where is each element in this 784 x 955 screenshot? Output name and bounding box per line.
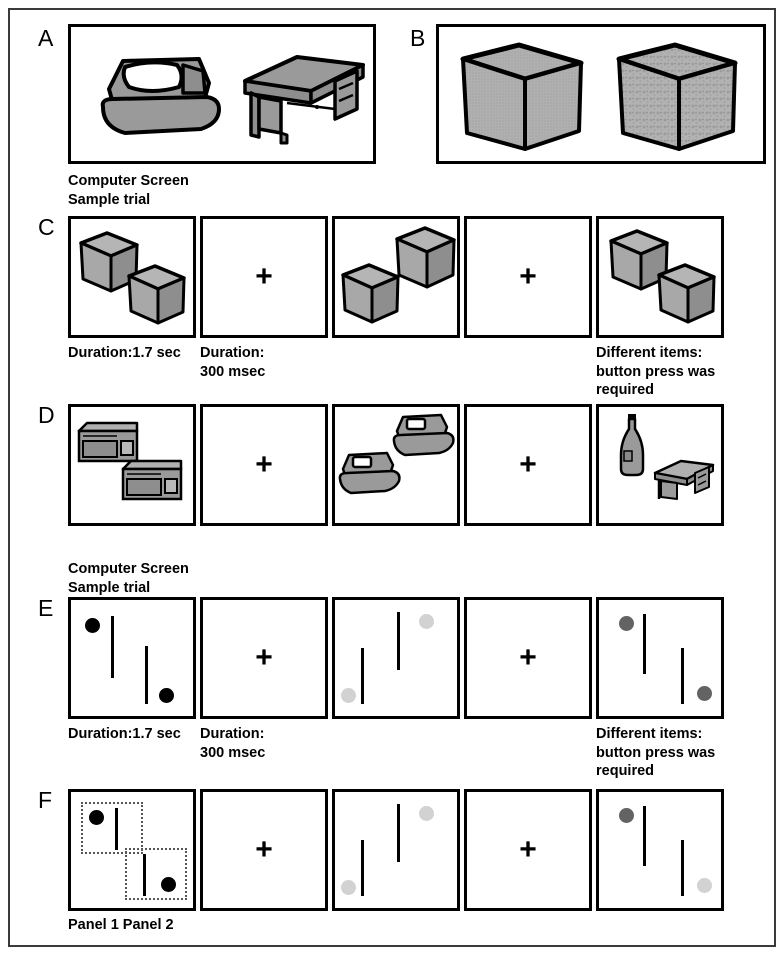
panel-e-header: Computer Screen Sample trial <box>68 561 189 596</box>
panel-f-frame-3 <box>332 789 460 911</box>
panel-d-frame-1 <box>68 404 196 526</box>
panel-c-frame-4 <box>464 216 592 338</box>
cube-fine-texture <box>463 45 581 149</box>
fixation-cross: + <box>519 833 537 866</box>
dot-stimulus <box>697 686 712 701</box>
panel-letter-d: D <box>38 402 55 428</box>
panel-c-different-items: Different items: button press was required <box>596 345 716 399</box>
line-stimulus <box>111 616 114 678</box>
dot-stimulus <box>419 806 434 821</box>
fixation-cross: + <box>255 833 273 866</box>
panel-letter-e: E <box>38 595 54 621</box>
line-stimulus <box>681 840 684 896</box>
cube-stimulus <box>129 266 184 323</box>
cube-stimulus <box>343 265 398 322</box>
line-stimulus <box>145 646 148 704</box>
panel-b-screen <box>436 24 766 164</box>
line-stimulus <box>143 854 146 896</box>
panel-e-frame-1 <box>68 597 196 719</box>
panel-letter-c: C <box>38 214 55 240</box>
cube-stimulus <box>397 228 454 287</box>
sofa-object <box>340 453 400 493</box>
panel-c-frame-3 <box>332 216 460 338</box>
panel-f-frame-5 <box>596 789 724 911</box>
panel-c-frame-5 <box>596 216 724 338</box>
panel-c-frame-1 <box>68 216 196 338</box>
fixation-cross: + <box>255 260 273 293</box>
panel-a-caption: Computer Screen Sample trial <box>68 173 189 208</box>
dot-stimulus <box>85 618 100 633</box>
dot-stimulus <box>619 808 634 823</box>
panel-f-frame-4 <box>464 789 592 911</box>
panel-c-duration-long: Duration:1.7 sec <box>68 345 181 361</box>
line-stimulus <box>397 612 400 670</box>
panel-e-frame-4 <box>464 597 592 719</box>
panel-c-frame-2 <box>200 216 328 338</box>
panel-1-outline <box>81 802 143 854</box>
bottle-object <box>621 414 643 475</box>
line-stimulus <box>643 806 646 866</box>
cube-rough-texture <box>619 45 735 149</box>
panel-d-frame-5 <box>596 404 724 526</box>
panel-letter-f: F <box>38 787 53 813</box>
fixation-cross: + <box>519 641 537 674</box>
panel-e-frame-5 <box>596 597 724 719</box>
desk-object <box>655 461 713 499</box>
line-stimulus <box>361 840 364 896</box>
fixation-cross: + <box>519 448 537 481</box>
fixation-cross: + <box>255 641 273 674</box>
dot-stimulus <box>89 810 104 825</box>
dot-stimulus <box>341 688 356 703</box>
panel-e-frame-3 <box>332 597 460 719</box>
line-stimulus <box>681 648 684 704</box>
panel-d-frame-3 <box>332 404 460 526</box>
cube-stimulus <box>659 265 714 322</box>
panel-f-frame-2 <box>200 789 328 911</box>
panel-f-frame-1 <box>68 789 196 911</box>
sofa-object <box>91 49 231 149</box>
dot-stimulus <box>697 878 712 893</box>
dot-stimulus <box>161 877 176 892</box>
panel-letter-a: A <box>38 25 54 51</box>
line-stimulus <box>643 614 646 674</box>
panel-d-frame-2 <box>200 404 328 526</box>
desk-object <box>239 51 369 151</box>
dot-stimulus <box>419 614 434 629</box>
panel-d-frame-4 <box>464 404 592 526</box>
panel-e-frame-2 <box>200 597 328 719</box>
dot-stimulus <box>619 616 634 631</box>
panel-letter-b: B <box>410 25 426 51</box>
panel-e-duration-short: Duration: 300 msec <box>200 726 266 761</box>
fixation-cross: + <box>519 260 537 293</box>
panel-a-screen <box>68 24 376 164</box>
panel-e-different-items: Different items: button press was required <box>596 726 716 780</box>
dot-stimulus <box>159 688 174 703</box>
line-stimulus <box>361 648 364 704</box>
microwave-object <box>123 461 181 499</box>
line-stimulus <box>397 804 400 862</box>
panel-f-caption: Panel 1 Panel 2 <box>68 917 174 933</box>
microwave-object <box>79 423 137 461</box>
sofa-object <box>394 415 454 455</box>
panel-c-duration-short: Duration: 300 msec <box>200 345 266 380</box>
dot-stimulus <box>341 880 356 895</box>
panel-e-duration-long: Duration:1.7 sec <box>68 726 181 742</box>
line-stimulus <box>115 808 118 850</box>
fixation-cross: + <box>255 448 273 481</box>
panel-2-outline <box>125 848 187 900</box>
